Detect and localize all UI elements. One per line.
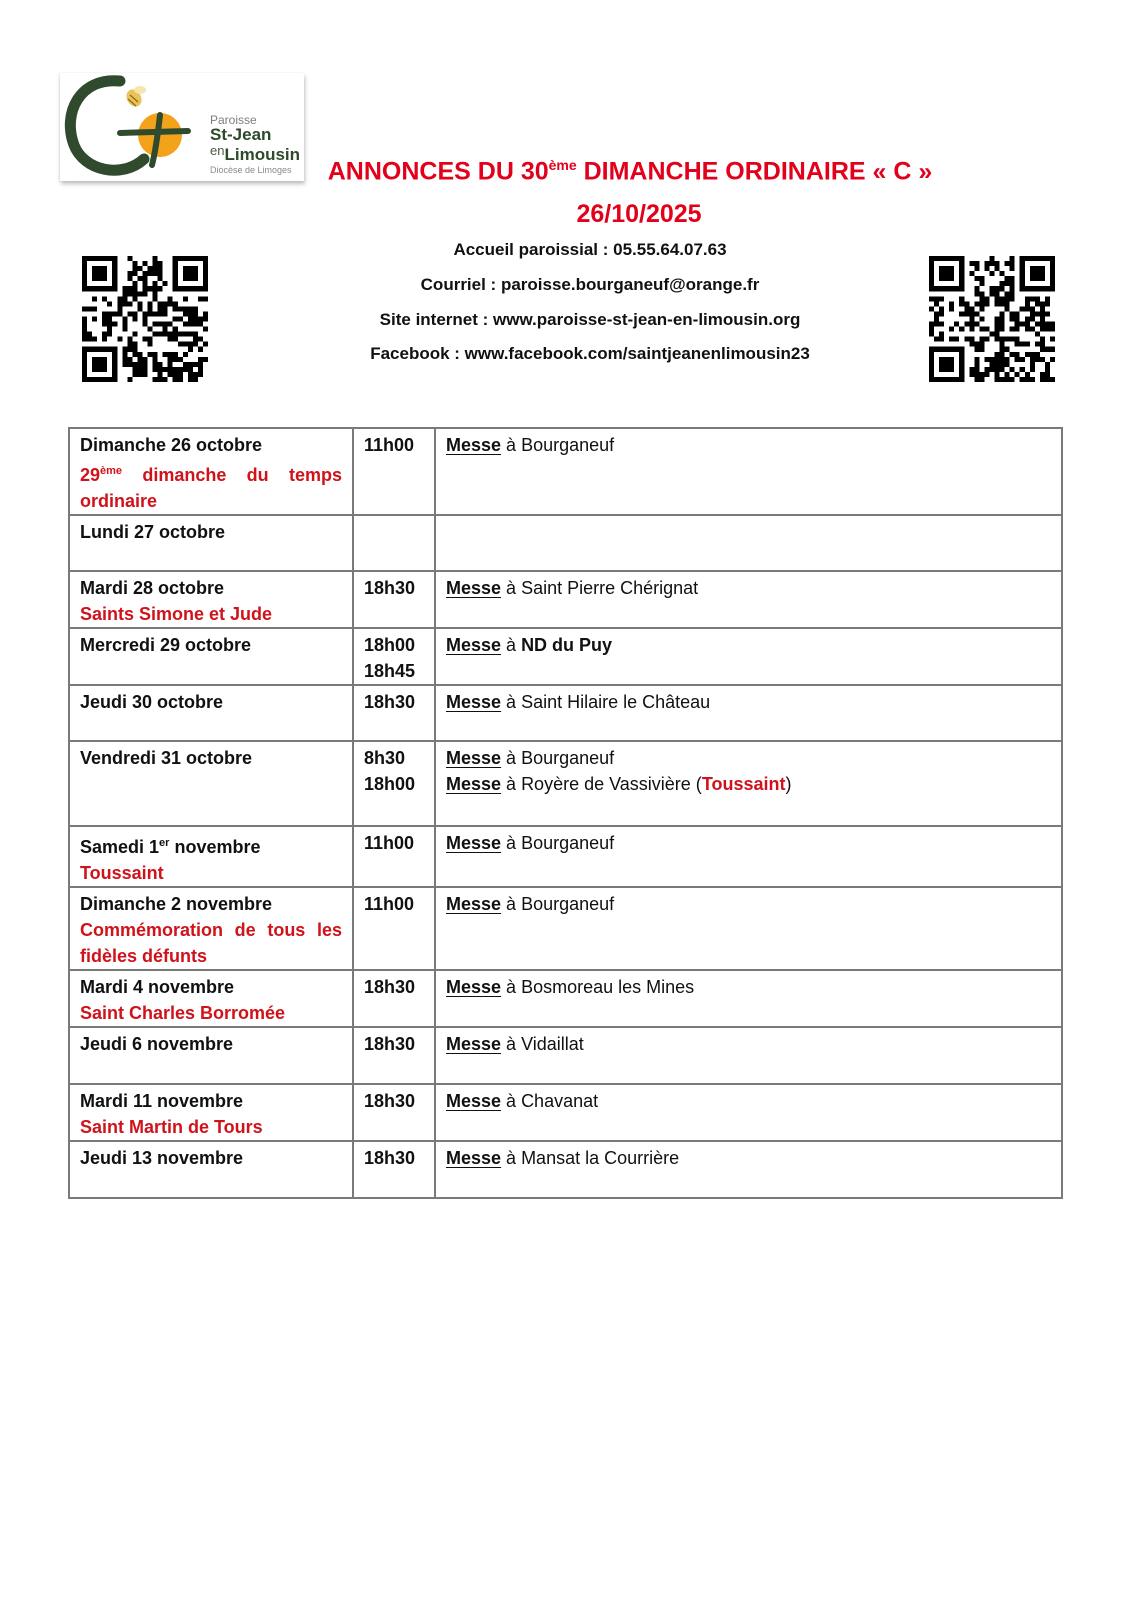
day-label-superscript: er xyxy=(159,837,170,849)
schedule-day-cell xyxy=(69,887,353,970)
event-item xyxy=(446,830,1051,856)
day-label-text: novembre xyxy=(169,837,261,857)
time-label: 18h30 xyxy=(364,1091,416,1111)
contact-email[interactable]: Courriel : paroisse.bourganeuf@orange.fr xyxy=(420,275,760,294)
event-place: Vidaillat xyxy=(521,1034,584,1054)
schedule-event-cell xyxy=(435,1141,1062,1198)
title-text: ANNONCES DU 30 xyxy=(327,157,549,186)
schedule-time-cell xyxy=(353,887,435,970)
event-item xyxy=(446,1145,1051,1171)
schedule-row xyxy=(69,1027,1062,1084)
day-label-text: Samedi 1 xyxy=(80,837,160,857)
event-item xyxy=(446,974,1051,1000)
contact-phone: Accueil paroissial : 05.55.64.07.63 xyxy=(453,240,727,259)
schedule-event-cell xyxy=(435,826,1062,887)
schedule-row xyxy=(69,628,1062,685)
schedule-row xyxy=(69,741,1062,826)
schedule-time-cell xyxy=(353,515,435,571)
event-type: Messe xyxy=(446,833,502,853)
event-type: Messe xyxy=(446,692,502,712)
event-connector: à xyxy=(501,894,522,914)
event-connector: à xyxy=(501,748,522,768)
schedule-row xyxy=(69,685,1062,741)
event-type: Messe xyxy=(446,977,502,997)
contact-facebook[interactable]: Facebook : www.facebook.com/saintjeanenlimousin23 xyxy=(370,344,810,363)
event-type: Messe xyxy=(446,748,502,768)
feast-label: Commémoration de tous les fidèles défunts xyxy=(80,920,342,966)
event-type: Messe xyxy=(446,1091,502,1111)
schedule-time-cell xyxy=(353,1084,435,1141)
time-label: 18h30 xyxy=(364,977,416,997)
event-item xyxy=(446,745,1051,771)
event-type: Messe xyxy=(446,435,502,455)
day-label: Dimanche 2 novembre xyxy=(80,894,273,914)
title-text-suffix: DIMANCHE ORDINAIRE « C » xyxy=(576,157,933,186)
event-connector: à xyxy=(501,774,522,794)
event-connector: à xyxy=(501,692,522,712)
day-label: Mardi 11 novembre xyxy=(80,1091,244,1111)
time-label: 11h00 xyxy=(364,833,415,853)
time-label: 18h30 xyxy=(364,692,416,712)
day-label: Mardi 4 novembre xyxy=(80,977,235,997)
schedule-time-cell xyxy=(353,571,435,628)
logo-text-st-jean: St-Jean xyxy=(210,125,272,144)
event-connector: à xyxy=(501,635,522,655)
event-connector: à xyxy=(501,1034,522,1054)
time-label: 11h00 xyxy=(364,435,415,455)
day-label: Jeudi 30 octobre xyxy=(80,692,224,712)
event-connector: à xyxy=(501,435,522,455)
event-place: Bourganeuf xyxy=(521,748,615,768)
schedule-time-cell xyxy=(353,1027,435,1084)
contact-website[interactable]: Site internet : www.paroisse-st-jean-en-limousin.org xyxy=(379,310,801,329)
schedule-day-cell xyxy=(69,1084,353,1141)
event-note: Toussaint xyxy=(701,774,786,794)
schedule-day-cell xyxy=(69,970,353,1027)
page-title xyxy=(300,157,960,186)
time-label: 18h45 xyxy=(364,661,416,681)
event-item xyxy=(446,771,1051,797)
day-label: Lundi 27 octobre xyxy=(80,522,226,542)
feast-label: Saints Simone et Jude xyxy=(80,604,273,624)
event-place: Royère de Vassivière ( xyxy=(521,774,702,794)
schedule-time-cell xyxy=(353,826,435,887)
schedule-day-cell xyxy=(69,515,353,571)
event-type: Messe xyxy=(446,894,502,914)
schedule-day-cell xyxy=(69,741,353,826)
time-label: 8h30 xyxy=(364,748,406,768)
schedule-day-cell xyxy=(69,1141,353,1198)
time-label: 18h30 xyxy=(364,1148,416,1168)
event-place: Bourganeuf xyxy=(521,435,615,455)
event-item xyxy=(446,575,1051,601)
time-label: 18h00 xyxy=(364,635,416,655)
title-superscript: ème xyxy=(548,157,577,173)
schedule-event-cell xyxy=(435,628,1062,685)
schedule-day-cell xyxy=(69,1027,353,1084)
logo-text-limousin: Limousin xyxy=(224,145,301,164)
logo-text-en-limousin xyxy=(210,145,300,165)
schedule-event-cell xyxy=(435,1084,1062,1141)
feast-label xyxy=(80,458,342,514)
qr-code-icon[interactable] xyxy=(929,256,1055,382)
feast-label: Saint Charles Borromée xyxy=(80,1003,286,1023)
schedule-time-cell xyxy=(353,628,435,685)
logo-text-paroisse: Paroisse xyxy=(210,113,257,127)
feast-superscript: ème xyxy=(100,465,123,477)
event-item xyxy=(446,1088,1051,1114)
event-place: Mansat la Courrière xyxy=(521,1148,680,1168)
schedule-day-cell xyxy=(69,571,353,628)
feast-text: dimanche du temps ordinaire xyxy=(80,465,342,511)
event-type: Messe xyxy=(446,774,502,794)
schedule-event-cell xyxy=(435,741,1062,826)
event-item xyxy=(446,632,1051,658)
day-label: Mardi 28 octobre xyxy=(80,578,225,598)
schedule-row xyxy=(69,571,1062,628)
page-date: 26/10/2025 xyxy=(576,200,702,228)
time-label: 18h30 xyxy=(364,578,416,598)
schedule-event-cell xyxy=(435,887,1062,970)
schedule-event-cell xyxy=(435,1027,1062,1084)
schedule-day-cell xyxy=(69,428,353,515)
event-type: Messe xyxy=(446,635,502,655)
event-place: Saint Pierre Chérignat xyxy=(521,578,699,598)
event-type: Messe xyxy=(446,1034,502,1054)
event-place: Bourganeuf xyxy=(521,894,615,914)
event-connector: à xyxy=(501,833,522,853)
schedule-event-cell xyxy=(435,515,1062,571)
schedule-row xyxy=(69,887,1062,970)
schedule-day-cell xyxy=(69,628,353,685)
schedule-time-cell xyxy=(353,741,435,826)
schedule-row xyxy=(69,428,1062,515)
schedule-row xyxy=(69,1141,1062,1198)
logo-text-en: en xyxy=(210,143,225,158)
event-item xyxy=(446,689,1051,715)
event-connector: à xyxy=(501,977,522,997)
event-place: Saint Hilaire le Château xyxy=(521,692,711,712)
schedule-time-cell xyxy=(353,685,435,741)
event-place: ND du Puy xyxy=(521,635,613,655)
event-note-close: ) xyxy=(785,774,792,794)
event-connector: à xyxy=(501,1091,522,1111)
schedule-event-cell xyxy=(435,428,1062,515)
event-type: Messe xyxy=(446,578,502,598)
schedule-event-cell xyxy=(435,685,1062,741)
event-place: Bourganeuf xyxy=(521,833,615,853)
schedule-event-cell xyxy=(435,571,1062,628)
time-label: 18h30 xyxy=(364,1034,416,1054)
day-label xyxy=(80,837,260,857)
schedule-time-cell xyxy=(353,428,435,515)
schedule-event-cell xyxy=(435,970,1062,1027)
event-item xyxy=(446,891,1051,917)
schedule-table xyxy=(68,427,1063,1199)
feast-number: 29 xyxy=(80,465,101,485)
event-item xyxy=(446,432,1051,458)
schedule-row xyxy=(69,970,1062,1027)
qr-code-icon[interactable] xyxy=(82,256,208,382)
day-label: Jeudi 13 novembre xyxy=(80,1148,244,1168)
day-label: Jeudi 6 novembre xyxy=(80,1034,234,1054)
schedule-day-cell xyxy=(69,685,353,741)
day-label: Vendredi 31 octobre xyxy=(80,748,253,768)
day-label: Mercredi 29 octobre xyxy=(80,635,252,655)
event-item xyxy=(446,1031,1051,1057)
event-place: Bosmoreau les Mines xyxy=(521,977,695,997)
schedule-row xyxy=(69,515,1062,571)
feast-label: Toussaint xyxy=(80,863,164,883)
schedule-time-cell xyxy=(353,1141,435,1198)
time-label: 18h00 xyxy=(364,774,416,794)
event-connector: à xyxy=(501,1148,522,1168)
feast-label: Saint Martin de Tours xyxy=(80,1117,263,1137)
day-label: Dimanche 26 octobre xyxy=(80,435,263,455)
schedule-row xyxy=(69,826,1062,887)
event-type: Messe xyxy=(446,1148,502,1168)
schedule-time-cell xyxy=(353,970,435,1027)
schedule-row xyxy=(69,1084,1062,1141)
schedule-day-cell xyxy=(69,826,353,887)
event-place: Chavanat xyxy=(521,1091,599,1111)
logo-text-diocese: Diocèse de Limoges xyxy=(210,165,292,175)
event-connector: à xyxy=(501,578,522,598)
time-label: 11h00 xyxy=(364,894,415,914)
parish-logo xyxy=(60,73,304,181)
